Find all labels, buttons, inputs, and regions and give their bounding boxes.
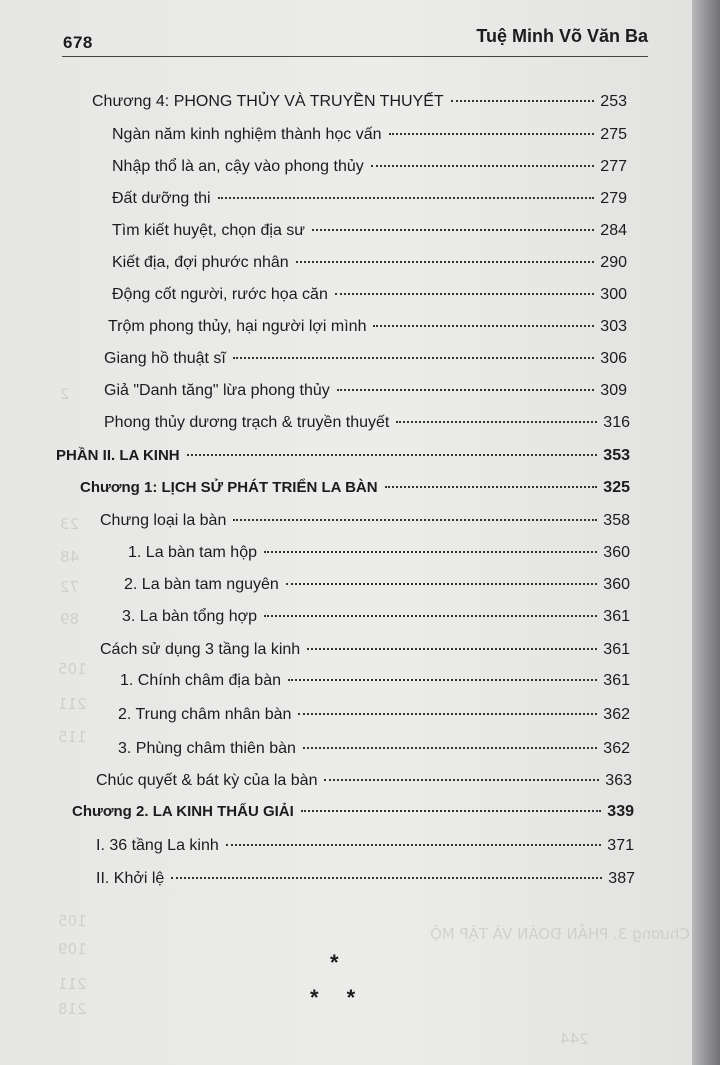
bleed-through-text: 218 xyxy=(58,1000,87,1018)
toc-entry-title: 2. La bàn tam nguyên xyxy=(124,576,279,593)
bleed-through-text: 72 xyxy=(60,578,80,596)
toc-entry-page: 339 xyxy=(607,803,634,820)
toc-entry-title: Chúc quyết & bát kỳ của la bàn xyxy=(96,772,318,789)
toc-leader-dots xyxy=(371,165,595,167)
toc-entry-title: 3. La bàn tổng hợp xyxy=(122,608,258,625)
toc-leader-dots xyxy=(312,229,594,231)
bleed-through-text: 48 xyxy=(60,548,80,566)
toc-entry-title: II. Khởi lệ xyxy=(96,870,165,887)
toc-entry-title: Cách sử dụng 3 tầng la kinh xyxy=(100,641,301,658)
toc-leader-dots xyxy=(296,261,595,263)
toc-entry-title: Nhập thổ là an, cậy vào phong thủy xyxy=(112,158,364,175)
toc-entry xyxy=(124,575,630,595)
toc-entry xyxy=(112,221,627,241)
bleed-through-text: Chương 3. PHẦN ĐOÁN VÀ TẬP MỘ xyxy=(430,925,690,943)
toc-entry-page: 361 xyxy=(603,672,630,689)
toc-entry-title: Ngàn năm kinh nghiệm thành học vấn xyxy=(112,126,382,143)
toc-entry xyxy=(104,381,627,401)
toc-entry-title: Chưng loại la bàn xyxy=(100,512,227,529)
toc-leader-dots xyxy=(264,615,597,617)
toc-leader-dots xyxy=(451,100,595,102)
toc-leader-dots xyxy=(335,293,594,295)
toc-entry xyxy=(122,607,630,627)
toc-entry-page: 353 xyxy=(603,447,630,464)
bleed-through-text: 211 xyxy=(58,695,87,713)
toc-entry xyxy=(96,869,635,889)
toc-entry-page: 275 xyxy=(600,126,627,143)
toc-entry-page: 361 xyxy=(603,608,630,625)
toc-entry-title: Kiết địa, đợi phước nhân xyxy=(112,254,289,271)
bleed-through-text: 105 xyxy=(58,660,87,678)
toc-entry-title: Đất dưỡng thi xyxy=(112,190,211,207)
bleed-through-text: 115 xyxy=(58,728,87,746)
toc-leader-dots xyxy=(171,877,602,879)
toc-leader-dots xyxy=(288,679,597,681)
toc-entry-page: 358 xyxy=(603,512,630,529)
toc-leader-dots xyxy=(389,133,595,135)
toc-leader-dots xyxy=(303,747,597,749)
toc-entry-page: 360 xyxy=(603,576,630,593)
toc-entry xyxy=(128,543,630,563)
toc-leader-dots xyxy=(324,779,599,781)
toc-entry-title: 3. Phùng châm thiên bàn xyxy=(118,740,296,757)
toc-entry xyxy=(104,413,630,433)
toc-leader-dots xyxy=(218,197,595,199)
toc-entry-page: 325 xyxy=(603,479,630,496)
toc-entry-page: 360 xyxy=(603,544,630,561)
toc-leader-dots xyxy=(373,325,594,327)
toc-entry xyxy=(100,511,630,531)
toc-entry xyxy=(92,92,627,112)
toc-entry-title: 1. La bàn tam hộp xyxy=(128,544,257,561)
toc-entry xyxy=(100,640,630,660)
toc-entry-title: 2. Trung châm nhân bàn xyxy=(118,706,292,723)
toc-leader-dots xyxy=(301,810,602,812)
toc-entry xyxy=(112,125,627,145)
toc-entry xyxy=(112,253,627,273)
toc-entry xyxy=(120,671,630,691)
toc-entry-title: Giang hồ thuật sĩ xyxy=(104,350,226,367)
toc-entry-page: 309 xyxy=(600,382,627,399)
book-spine xyxy=(692,0,720,1065)
toc-entry xyxy=(56,446,630,466)
toc-entry-page: 300 xyxy=(600,286,627,303)
toc-leader-dots xyxy=(298,713,597,715)
bleed-through-text: 109 xyxy=(58,940,87,958)
bleed-through-text: 105 xyxy=(58,912,87,930)
bleed-through-text: 23 xyxy=(60,515,80,533)
toc-leader-dots xyxy=(264,551,597,553)
bleed-through-text: 211 xyxy=(58,975,87,993)
toc-entry xyxy=(80,478,630,498)
toc-entry-title: Phong thủy dương trạch & truyền thuyết xyxy=(104,414,390,431)
toc-entry-page: 303 xyxy=(600,318,627,335)
toc-entry-page: 371 xyxy=(607,837,634,854)
toc-entry-title: 1. Chính châm địa bàn xyxy=(120,672,281,689)
toc-entry xyxy=(96,836,634,856)
toc-leader-dots xyxy=(385,486,598,488)
ornament-asterisks: * * xyxy=(310,985,356,1010)
page-number: 678 xyxy=(63,33,93,52)
toc-leader-dots xyxy=(307,648,597,650)
toc-leader-dots xyxy=(396,421,597,423)
toc-leader-dots xyxy=(233,357,594,359)
bleed-through-text: 244 xyxy=(560,1030,589,1048)
toc-entry-title: PHẦN II. LA KINH xyxy=(56,447,180,464)
toc-entry xyxy=(112,285,627,305)
toc-entry-page: 362 xyxy=(603,740,630,757)
toc-entry-page: 306 xyxy=(600,350,627,367)
toc-entry-page: 362 xyxy=(603,706,630,723)
running-header: Tuệ Minh Võ Văn Ba xyxy=(476,26,648,46)
toc-entry xyxy=(104,349,627,369)
toc-entry xyxy=(108,317,627,337)
toc-entry xyxy=(118,705,630,725)
toc-entry-title: Chương 4: PHONG THỦY VÀ TRUYỀN THUYẾT xyxy=(92,93,444,110)
toc-entry-page: 284 xyxy=(600,222,627,239)
toc-entry-title: Giả "Danh tăng" lừa phong thủy xyxy=(104,382,330,399)
bleed-through-text: 89 xyxy=(60,610,80,628)
toc-leader-dots xyxy=(187,454,598,456)
toc-entry-title: I. 36 tầng La kinh xyxy=(96,837,219,854)
toc-leader-dots xyxy=(337,389,595,391)
toc-entry xyxy=(112,189,627,209)
toc-entry-page: 279 xyxy=(600,190,627,207)
toc-leader-dots xyxy=(226,844,602,846)
toc-entry-page: 316 xyxy=(603,414,630,431)
toc-entry-title: Chương 1: LỊCH SỬ PHÁT TRIỂN LA BÀN xyxy=(80,479,378,496)
toc-entry-title: Chương 2. LA KINH THẤU GIẢI xyxy=(72,803,294,820)
toc-entry xyxy=(96,771,632,791)
toc-entry xyxy=(118,739,630,759)
toc-entry-page: 361 xyxy=(603,641,630,658)
toc-entry xyxy=(112,157,627,177)
toc-leader-dots xyxy=(286,583,598,585)
toc-entry xyxy=(72,802,634,822)
toc-entry-title: Động cốt người, rước họa căn xyxy=(112,286,328,303)
toc-entry-title: Trộm phong thủy, hại người lợi mình xyxy=(108,318,367,335)
toc-entry-title: Tìm kiết huyệt, chọn địa sư xyxy=(112,222,306,239)
toc-entry-page: 290 xyxy=(600,254,627,271)
bleed-through-text: 2 xyxy=(60,385,70,403)
ornament-asterisk: * xyxy=(330,950,339,975)
toc-entry-page: 253 xyxy=(600,93,627,110)
toc-entry-page: 387 xyxy=(608,870,635,887)
toc-entry-page: 277 xyxy=(600,158,627,175)
toc-leader-dots xyxy=(233,519,597,521)
toc-entry-page: 363 xyxy=(605,772,632,789)
